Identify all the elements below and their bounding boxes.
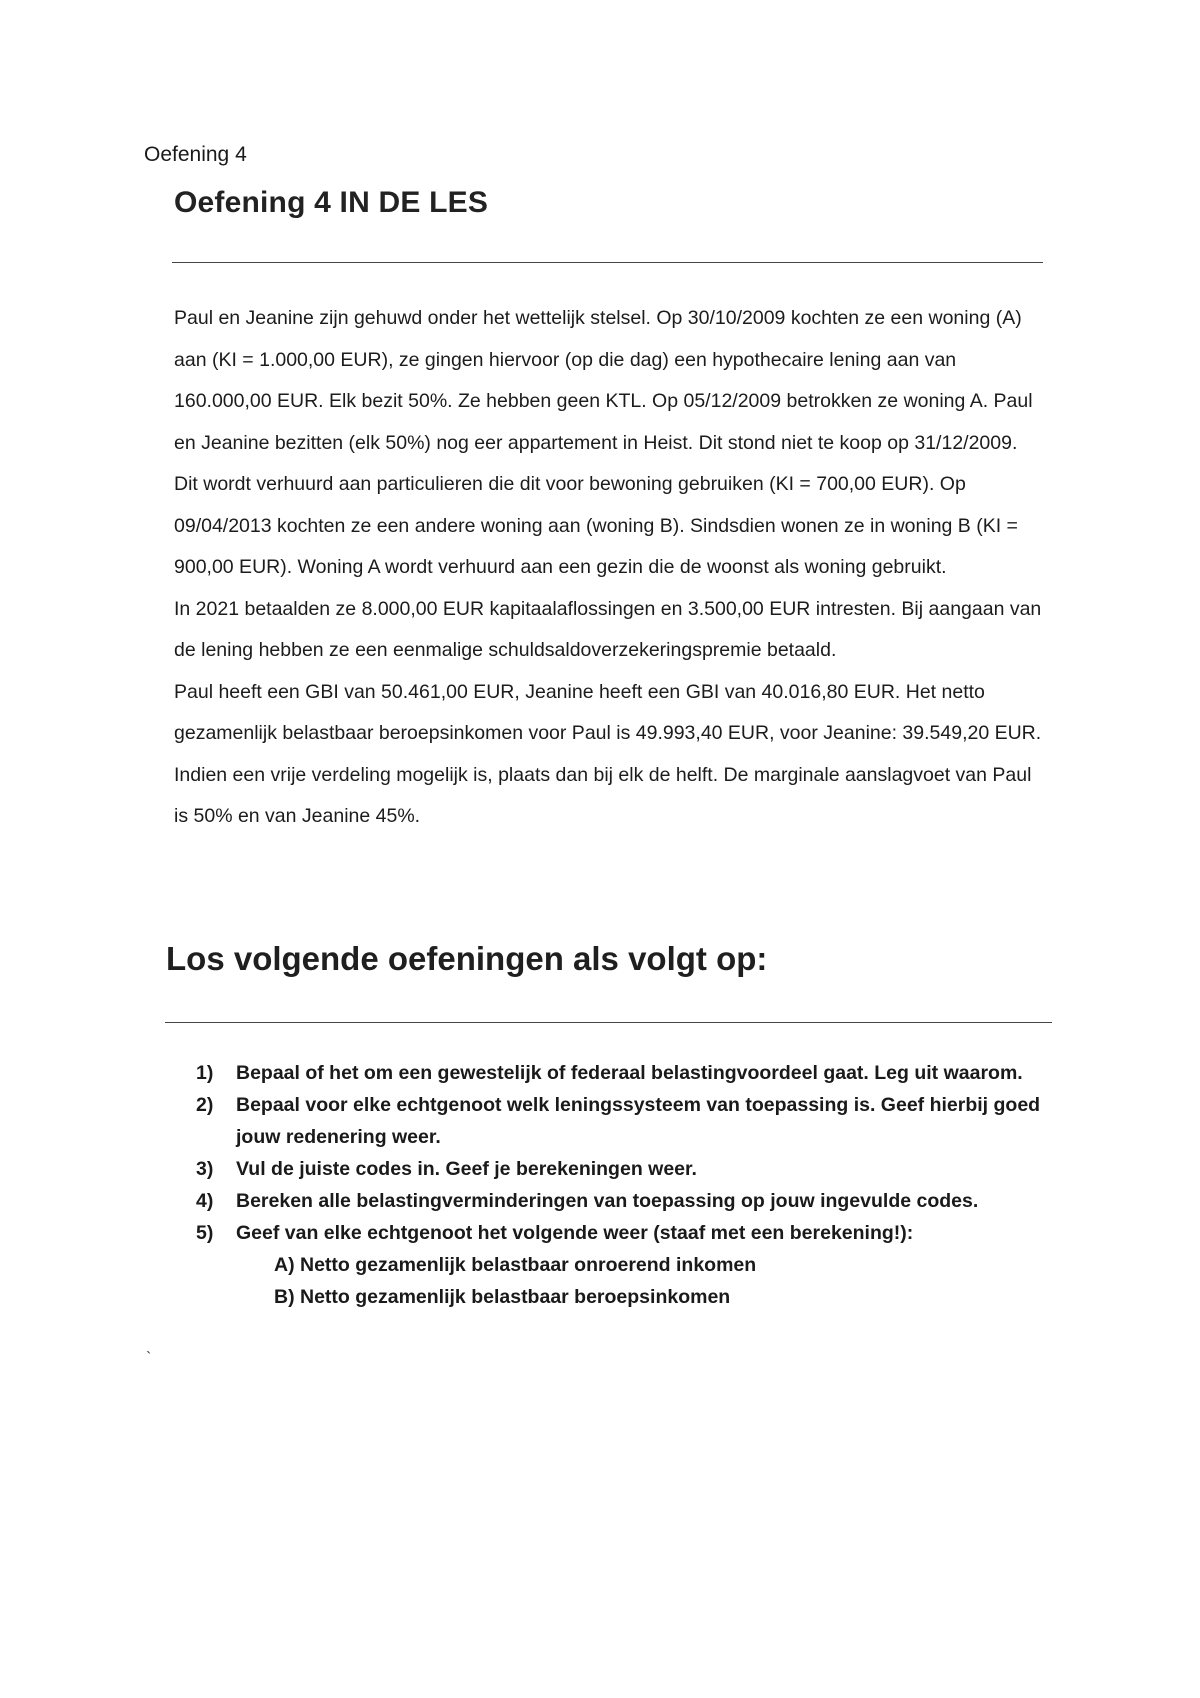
question-text: Vul de juiste codes in. Geef je berekeningen weer. xyxy=(236,1158,697,1180)
paragraph-1: Paul en Jeanine zijn gehuwd onder het wettelijk stelsel. Op 30/10/2009 kochten ze een woning (A) aan (KI = 1.000,00 EUR), ze gingen hiervoor (op die dag) een hypothecaire lening aan van 160.000,00 EUR. Elk bezit 50%. Ze hebben geen KTL. Op 05/12/2009 betrokken ze woning A. Paul en Jeanine bezitten (elk 50%) nog eer appartement in Heist. Dit stond niet te koop op 31/12/2009. Dit wordt verhuurd aan particulieren die dit voor bewoning gebruiken (KI = 700,00 EUR). Op 09/04/2013 kochten ze een andere woning aan (woning B). Sindsdien wonen ze in woning B (KI = 900,00 EUR). Woning A wordt verhuurd aan een gezin die de woonst als woning gebruikt. xyxy=(174,307,1033,578)
exercise-description xyxy=(174,298,1044,838)
question-text: Bereken alle belastingverminderingen van toepassing op jouw ingevulde codes. xyxy=(236,1190,979,1212)
question-item xyxy=(196,1089,1056,1153)
sub-item-a: A) Netto gezamenlijk belastbaar onroerend inkomen xyxy=(274,1254,757,1276)
page-title: Oefening 4 IN DE LES xyxy=(174,186,489,219)
paragraph-3: Paul heeft een GBI van 50.461,00 EUR, Jeanine heeft een GBI van 40.016,80 EUR. Het netto gezamenlijk belastbaar beroepsinkomen voor Paul is 49.993,40 EUR, voor Jeanine: 39.549,20 EUR. Indien een vrije verdeling mogelijk is, plaats dan bij elk de helft. De marginale aanslagvoet van Paul is 50% en van Jeanine 45%. xyxy=(174,680,1042,827)
question-number: 4) xyxy=(196,1190,214,1212)
stray-mark: ` xyxy=(146,1350,152,1367)
top-label: Oefening 4 xyxy=(144,143,247,166)
section-heading: Los volgende oefeningen als volgt op: xyxy=(166,940,768,977)
title-divider xyxy=(172,262,1043,263)
paragraph-2: In 2021 betaalden ze 8.000,00 EUR kapitaalaflossingen en 3.500,00 EUR intresten. Bij aangaan van de lening hebben ze een eenmalige schuldsaldoverzekeringspremie betaald. xyxy=(174,597,1042,661)
question-item xyxy=(196,1057,1056,1089)
question-text: Geef van elke echtgenoot het volgende weer (staaf met een berekening!): xyxy=(236,1222,914,1244)
question-text: Bepaal voor elke echtgenoot welk leningssysteem van toepassing is. Geef hierbij goed jouw redenering weer. xyxy=(236,1094,1041,1148)
question-number: 5) xyxy=(196,1222,214,1244)
question-number: 1) xyxy=(196,1062,214,1084)
question-text: Bepaal of het om een gewestelijk of federaal belastingvoordeel gaat. Leg uit waarom. xyxy=(236,1062,1023,1084)
question-number: 3) xyxy=(196,1158,214,1180)
question-item xyxy=(196,1153,1056,1185)
question-item xyxy=(196,1185,1056,1217)
section-divider xyxy=(165,1022,1052,1023)
question-list xyxy=(196,1057,1056,1313)
question-number: 2) xyxy=(196,1094,214,1116)
question-item xyxy=(196,1217,1056,1249)
sub-item-b: B) Netto gezamenlijk belastbaar beroepsinkomen xyxy=(274,1286,731,1308)
